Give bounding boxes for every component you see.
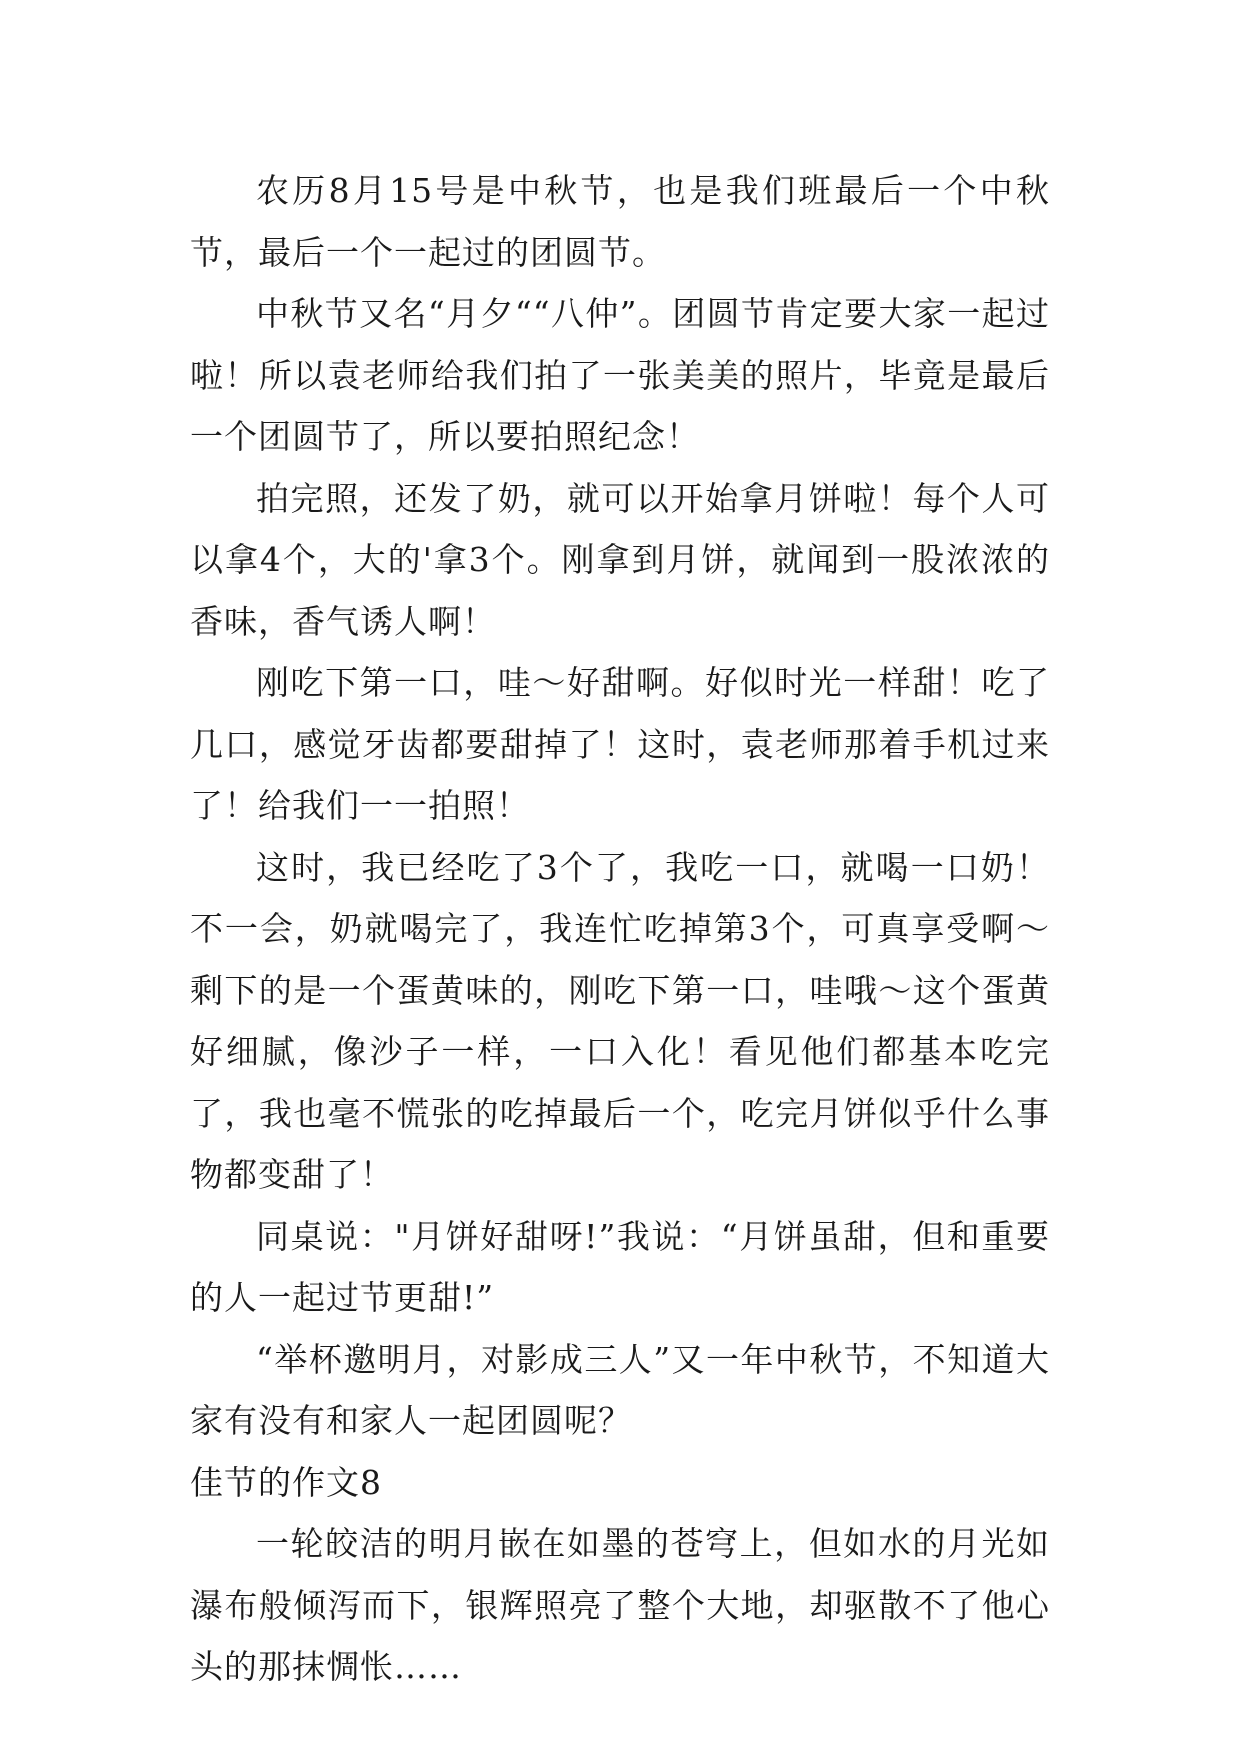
paragraph-7: “举杯邀明月，对影成三人”又一年中秋节，不知道大家有没有和家人一起团圆呢？ — [190, 1339, 1050, 1440]
paragraph-6: 同桌说："月饼好甜呀!”我说：“月饼虽甜，但和重要的人一起过节更甜!” — [190, 1216, 1050, 1317]
paragraph-5: 这时，我已经吃了3个了，我吃一口，就喝一口奶！不一会，奶就喝完了，我连忙吃掉第3个，可真享受啊～剩下的是一个蛋黄味的，刚吃下第一口，哇哦～这个蛋黄好细腻，像沙子一样，一口入化！看见他们都基本吃完了，我也毫不慌张的吃掉最后一个，吃完月饼似乎什么事物都变甜了！ — [190, 847, 1050, 1194]
paragraph-1: 农历8月15号是中秋节，也是我们班最后一个中秋节，最后一个一起过的团圆节。 — [190, 171, 1050, 272]
paragraph-4: 刚吃下第一口，哇～好甜啊。好似时光一样甜！吃了几口，感觉牙齿都要甜掉了！这时，袁老师那着手机过来了！给我们一一拍照！ — [190, 663, 1050, 825]
section-title: 佳节的作文8 — [190, 1462, 382, 1502]
document-body — [190, 160, 1050, 1698]
paragraph-2: 中秋节又名“月夕““八仲”。团圆节肯定要大家一起过啦！所以袁老师给我们拍了一张美美的照片，毕竟是最后一个团圆节了，所以要拍照纪念！ — [190, 294, 1050, 456]
paragraph-3: 拍完照，还发了奶，就可以开始拿月饼啦！每个人可以拿4个，大的'拿3个。刚拿到月饼，就闻到一股浓浓的香味，香气诱人啊！ — [190, 478, 1050, 641]
section-paragraph-1: 一轮皎洁的明月嵌在如墨的苍穹上，但如水的月光如瀑布般倾泻而下，银辉照亮了整个大地，却驱散不了他心头的那抹惆怅…… — [190, 1524, 1050, 1686]
